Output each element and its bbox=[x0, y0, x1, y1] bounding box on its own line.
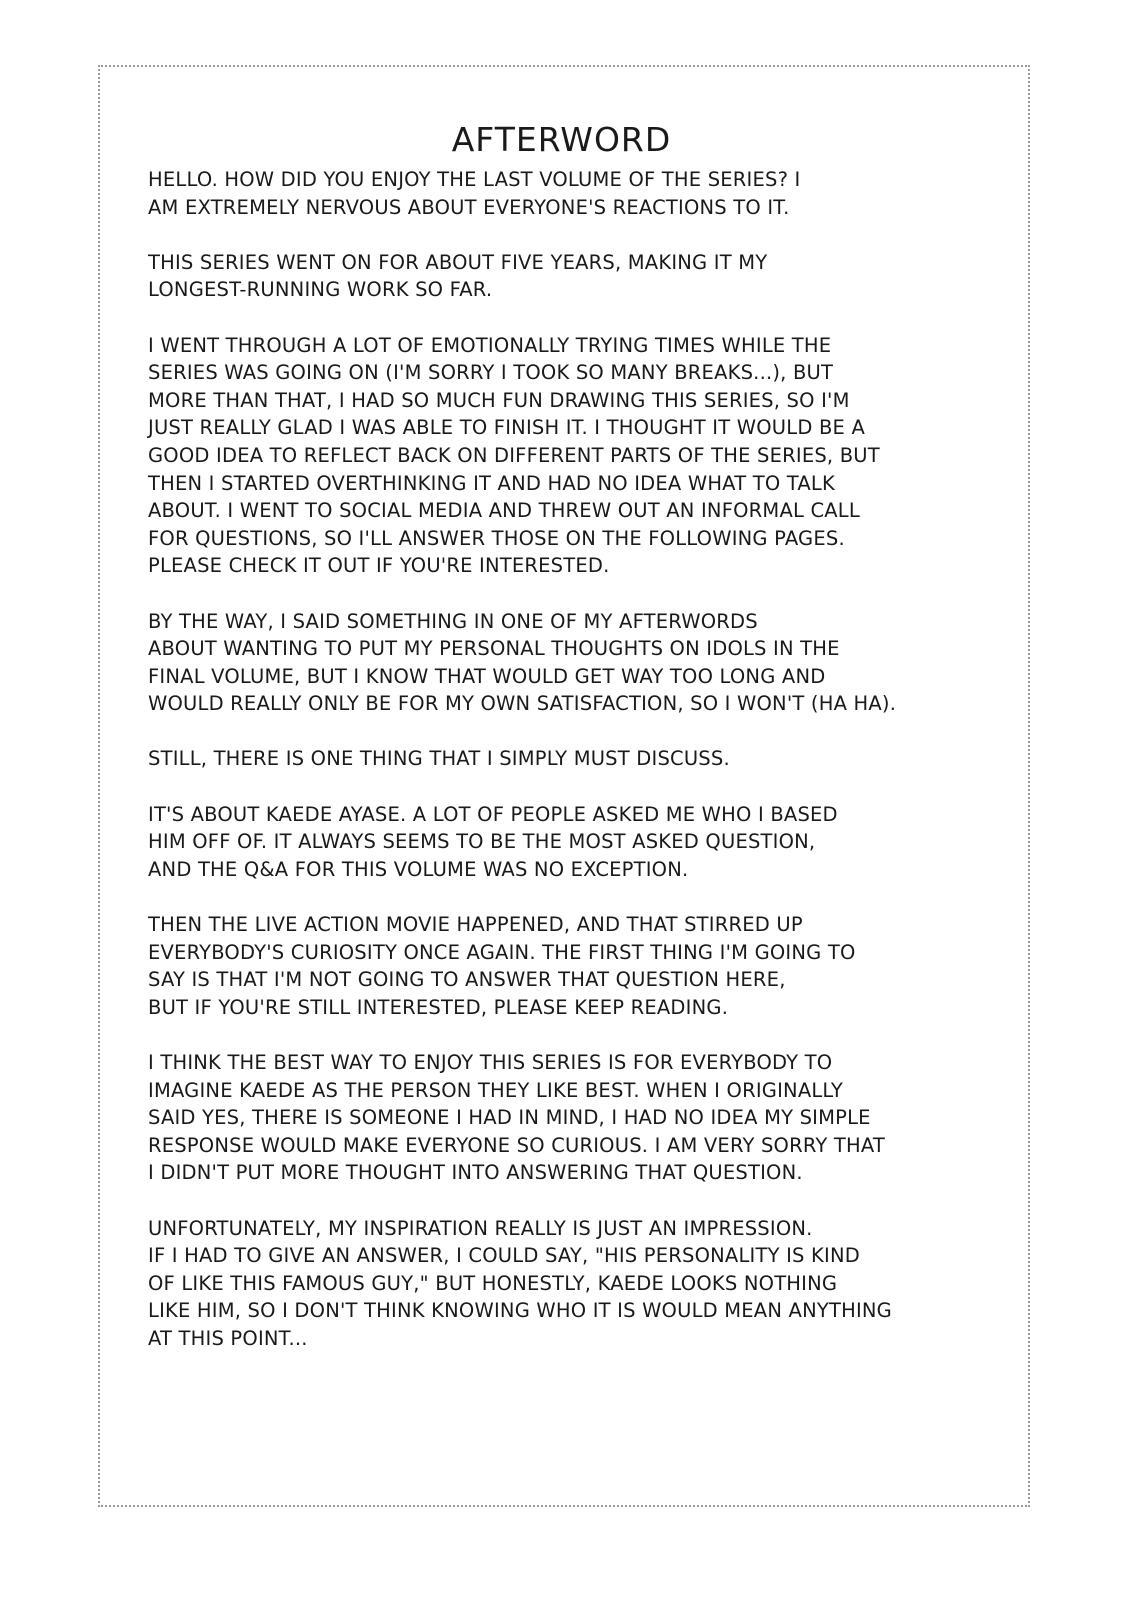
text-line: THIS SERIES WENT ON FOR ABOUT FIVE YEARS, MAKING IT MY bbox=[148, 250, 768, 274]
text-line: SAY IS THAT I'M NOT GOING TO ANSWER THAT QUESTION HERE, bbox=[148, 968, 786, 992]
text-line: MORE THAN THAT, I HAD SO MUCH FUN DRAWING THIS SERIES, SO I'M bbox=[148, 388, 850, 412]
paragraph-7 bbox=[148, 911, 1028, 1021]
text-line: I DIDN'T PUT MORE THOUGHT INTO ANSWERING THAT QUESTION. bbox=[148, 1161, 803, 1185]
text-line: THEN I STARTED OVERTHINKING IT AND HAD NO IDEA WHAT TO TALK bbox=[148, 471, 835, 495]
text-line: WOULD REALLY ONLY BE FOR MY OWN SATISFACTION, SO I WON'T (HA HA). bbox=[148, 692, 897, 716]
paragraph-1 bbox=[148, 166, 1028, 221]
text-line: ABOUT. I WENT TO SOCIAL MEDIA AND THREW OUT AN INFORMAL CALL bbox=[148, 499, 860, 523]
text-line: I WENT THROUGH A LOT OF EMOTIONALLY TRYING TIMES WHILE THE bbox=[148, 333, 832, 357]
text-line: JUST REALLY GLAD I WAS ABLE TO FINISH IT. I THOUGHT IT WOULD BE A bbox=[148, 416, 865, 440]
paragraph-5 bbox=[148, 745, 1028, 773]
paragraph-4 bbox=[148, 608, 1028, 718]
text-line: SERIES WAS GOING ON (I'M SORRY I TOOK SO MANY BREAKS...), BUT bbox=[148, 361, 834, 385]
paragraph-3 bbox=[148, 332, 1028, 580]
text-line: FOR QUESTIONS, SO I'LL ANSWER THOSE ON THE FOLLOWING PAGES. bbox=[148, 526, 845, 550]
text-line: AND THE Q&A FOR THIS VOLUME WAS NO EXCEPTION. bbox=[148, 857, 689, 881]
paragraph-6 bbox=[148, 801, 1028, 884]
text-line: THEN THE LIVE ACTION MOVIE HAPPENED, AND THAT STIRRED UP bbox=[148, 913, 803, 937]
text-line: HELLO. HOW DID YOU ENJOY THE LAST VOLUME OF THE SERIES? I bbox=[148, 168, 801, 191]
text-line: BY THE WAY, I SAID SOMETHING IN ONE OF MY AFTERWORDS bbox=[148, 609, 758, 633]
text-line: PLEASE CHECK IT OUT IF YOU'RE INTERESTED. bbox=[148, 554, 610, 578]
text-line: IMAGINE KAEDE AS THE PERSON THEY LIKE BEST. WHEN I ORIGINALLY bbox=[148, 1078, 844, 1102]
text-line: EVERYBODY'S CURIOSITY ONCE AGAIN. THE FIRST THING I'M GOING TO bbox=[148, 940, 856, 964]
text-line: LONGEST-RUNNING WORK SO FAR. bbox=[148, 278, 493, 302]
text-line: IT'S ABOUT KAEDE AYASE. A LOT OF PEOPLE ASKED ME WHO I BASED bbox=[148, 802, 838, 826]
page-title: AFTERWORD bbox=[451, 120, 672, 159]
paragraph-2 bbox=[148, 249, 1028, 304]
text-line: STILL, THERE IS ONE THING THAT I SIMPLY MUST DISCUSS. bbox=[148, 747, 730, 771]
text-line: I THINK THE BEST WAY TO ENJOY THIS SERIES IS FOR EVERYBODY TO bbox=[148, 1051, 833, 1074]
text-line: LIKE HIM, SO I DON'T THINK KNOWING WHO IT IS WOULD MEAN ANYTHING bbox=[148, 1299, 892, 1323]
text-line: IF I HAD TO GIVE AN ANSWER, I COULD SAY, "HIS PERSONALITY IS KIND bbox=[148, 1244, 860, 1268]
text-line: SAID YES, THERE IS SOMEONE I HAD IN MIND, I HAD NO IDEA MY SIMPLE bbox=[148, 1106, 871, 1130]
text-line: AM EXTREMELY NERVOUS ABOUT EVERYONE'S REACTIONS TO IT. bbox=[148, 195, 790, 219]
text-line: ABOUT WANTING TO PUT MY PERSONAL THOUGHTS ON IDOLS IN THE bbox=[148, 637, 840, 661]
text-line: UNFORTUNATELY, MY INSPIRATION REALLY IS JUST AN IMPRESSION. bbox=[148, 1216, 813, 1240]
text-line: HIM OFF OF. IT ALWAYS SEEMS TO BE THE MOST ASKED QUESTION, bbox=[148, 830, 816, 854]
paragraph-9 bbox=[148, 1215, 1028, 1353]
text-line: FINAL VOLUME, BUT I KNOW THAT WOULD GET WAY TOO LONG AND bbox=[148, 664, 826, 688]
afterword-body bbox=[148, 166, 1028, 1380]
text-line: OF LIKE THIS FAMOUS GUY," BUT HONESTLY, KAEDE LOOKS NOTHING bbox=[148, 1271, 838, 1295]
paragraph-8 bbox=[148, 1049, 1028, 1187]
text-line: RESPONSE WOULD MAKE EVERYONE SO CURIOUS. I AM VERY SORRY THAT bbox=[148, 1133, 885, 1157]
text-line: GOOD IDEA TO REFLECT BACK ON DIFFERENT PARTS OF THE SERIES, BUT bbox=[148, 443, 880, 467]
text-line: AT THIS POINT... bbox=[148, 1326, 308, 1350]
text-line: BUT IF YOU'RE STILL INTERESTED, PLEASE KEEP READING. bbox=[148, 995, 729, 1019]
